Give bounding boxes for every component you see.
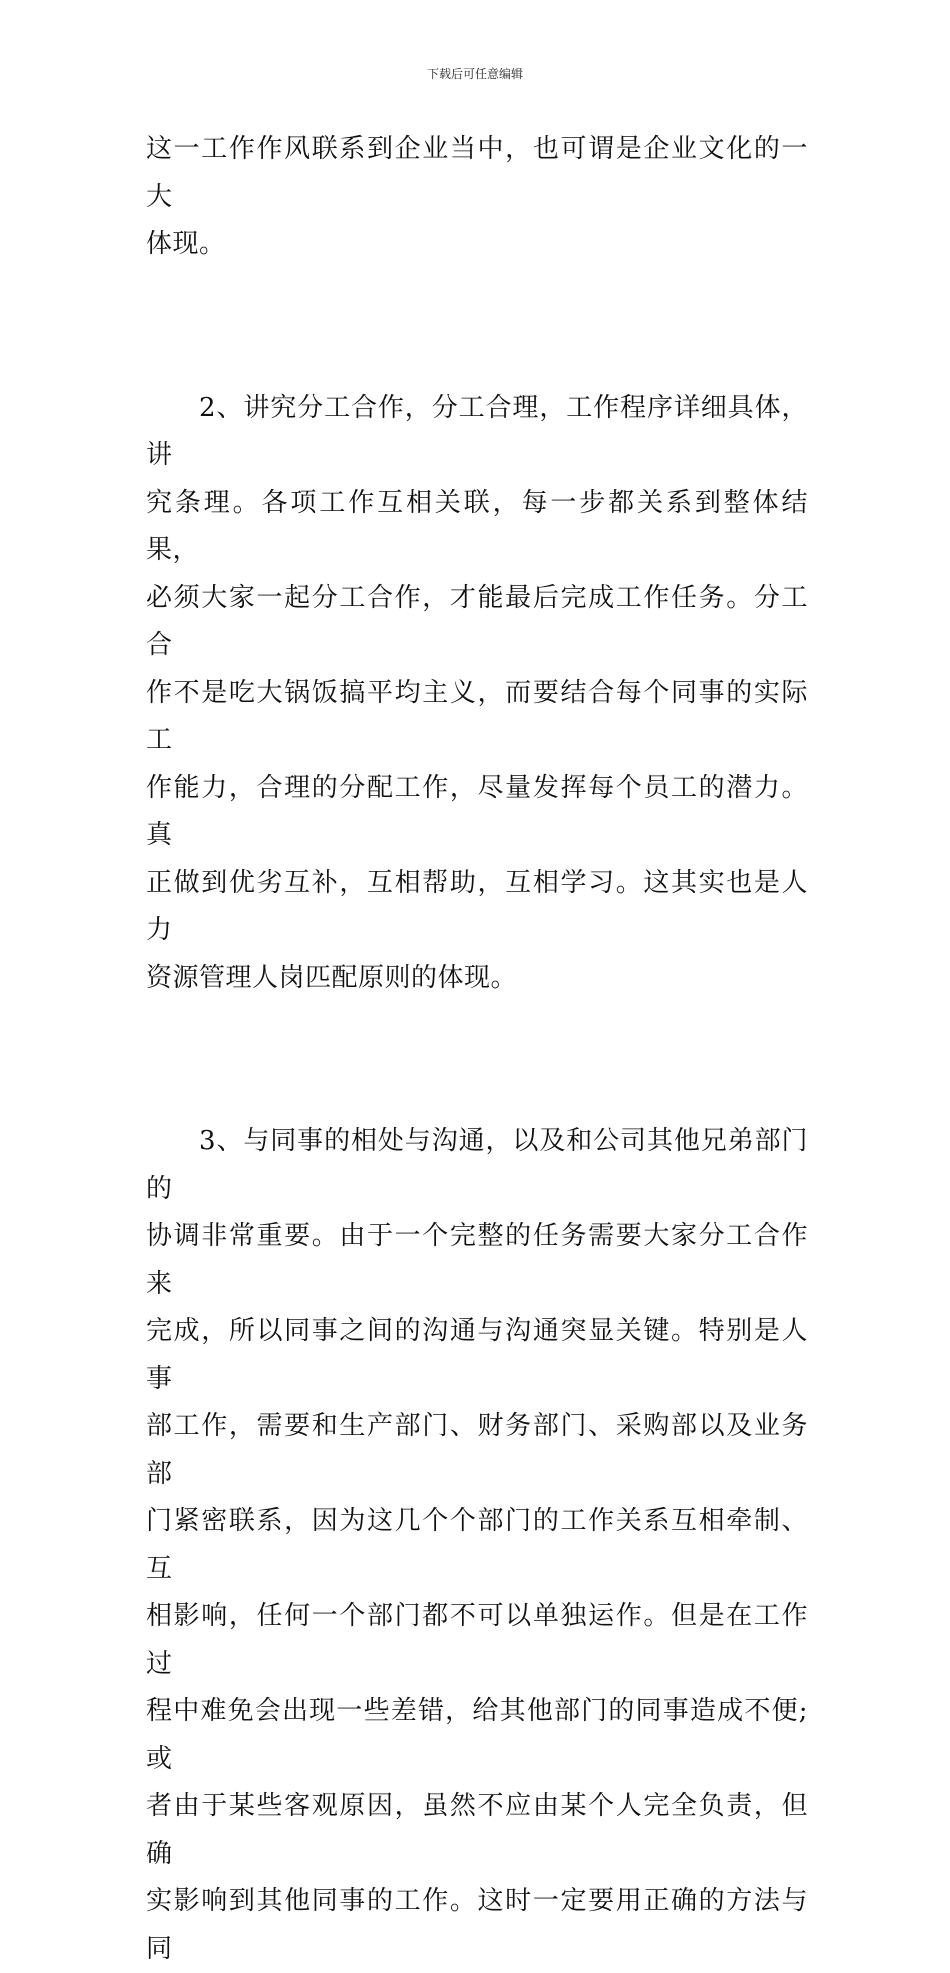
text-line: 体现。 <box>146 229 226 259</box>
text-line: 这一工作作风联系到企业当中，也可谓是企业文化的一大 <box>146 134 808 212</box>
document-body <box>146 126 808 1973</box>
paragraph-spacer <box>146 269 808 385</box>
text-line: 门紧密联系，因为这几个个部门的工作关系互相牵制、互 <box>146 1506 808 1584</box>
page-header-note: 下载后可任意编辑 <box>426 67 523 81</box>
text-line: 资源管理人岗匹配原则的体现。 <box>146 962 518 993</box>
text-line: 究条理。各项工作互相关联，每一步都关系到整体结果， <box>146 487 808 565</box>
paragraph-spacer <box>146 1002 808 1118</box>
text-line: 2、讲究分工合作，分工合理，工作程序详细具体，讲 <box>146 392 808 470</box>
paragraph-continuation <box>146 126 808 269</box>
text-line: 者由于某些客观原因，虽然不应由某个人完全负责，但确 <box>146 1791 808 1869</box>
text-line: 实影响到其他同事的工作。这时一定要用正确的方法与同 <box>146 1886 808 1964</box>
text-line: 完成，所以同事之间的沟通与沟通突显关键。特别是人事 <box>146 1316 808 1394</box>
text-line: 程中难免会出现一些差错，给其他部门的同事造成不便;或 <box>146 1696 808 1774</box>
text-line: 相影响，任何一个部门都不可以单独运作。但是在工作过 <box>146 1601 808 1679</box>
text-line: 3、与同事的相处与沟通，以及和公司其他兄弟部门的 <box>146 1126 808 1204</box>
text-line: 协调非常重要。由于一个完整的任务需要大家分工合作来 <box>146 1221 808 1299</box>
text-line: 必须大家一起分工合作，才能最后完成工作任务。分工合 <box>146 582 808 660</box>
text-line: 作能力，合理的分配工作，尽量发挥每个员工的潜力。真 <box>146 772 808 850</box>
paragraph-item-3 <box>146 1118 808 1973</box>
text-line: 部工作，需要和生产部门、财务部门、采购部以及业务部 <box>146 1411 808 1489</box>
paragraph-item-2 <box>146 385 808 1003</box>
text-line: 正做到优劣互补，互相帮助，互相学习。这其实也是人力 <box>146 867 808 945</box>
text-line: 作不是吃大锅饭搞平均主义，而要结合每个同事的实际工 <box>146 677 808 755</box>
